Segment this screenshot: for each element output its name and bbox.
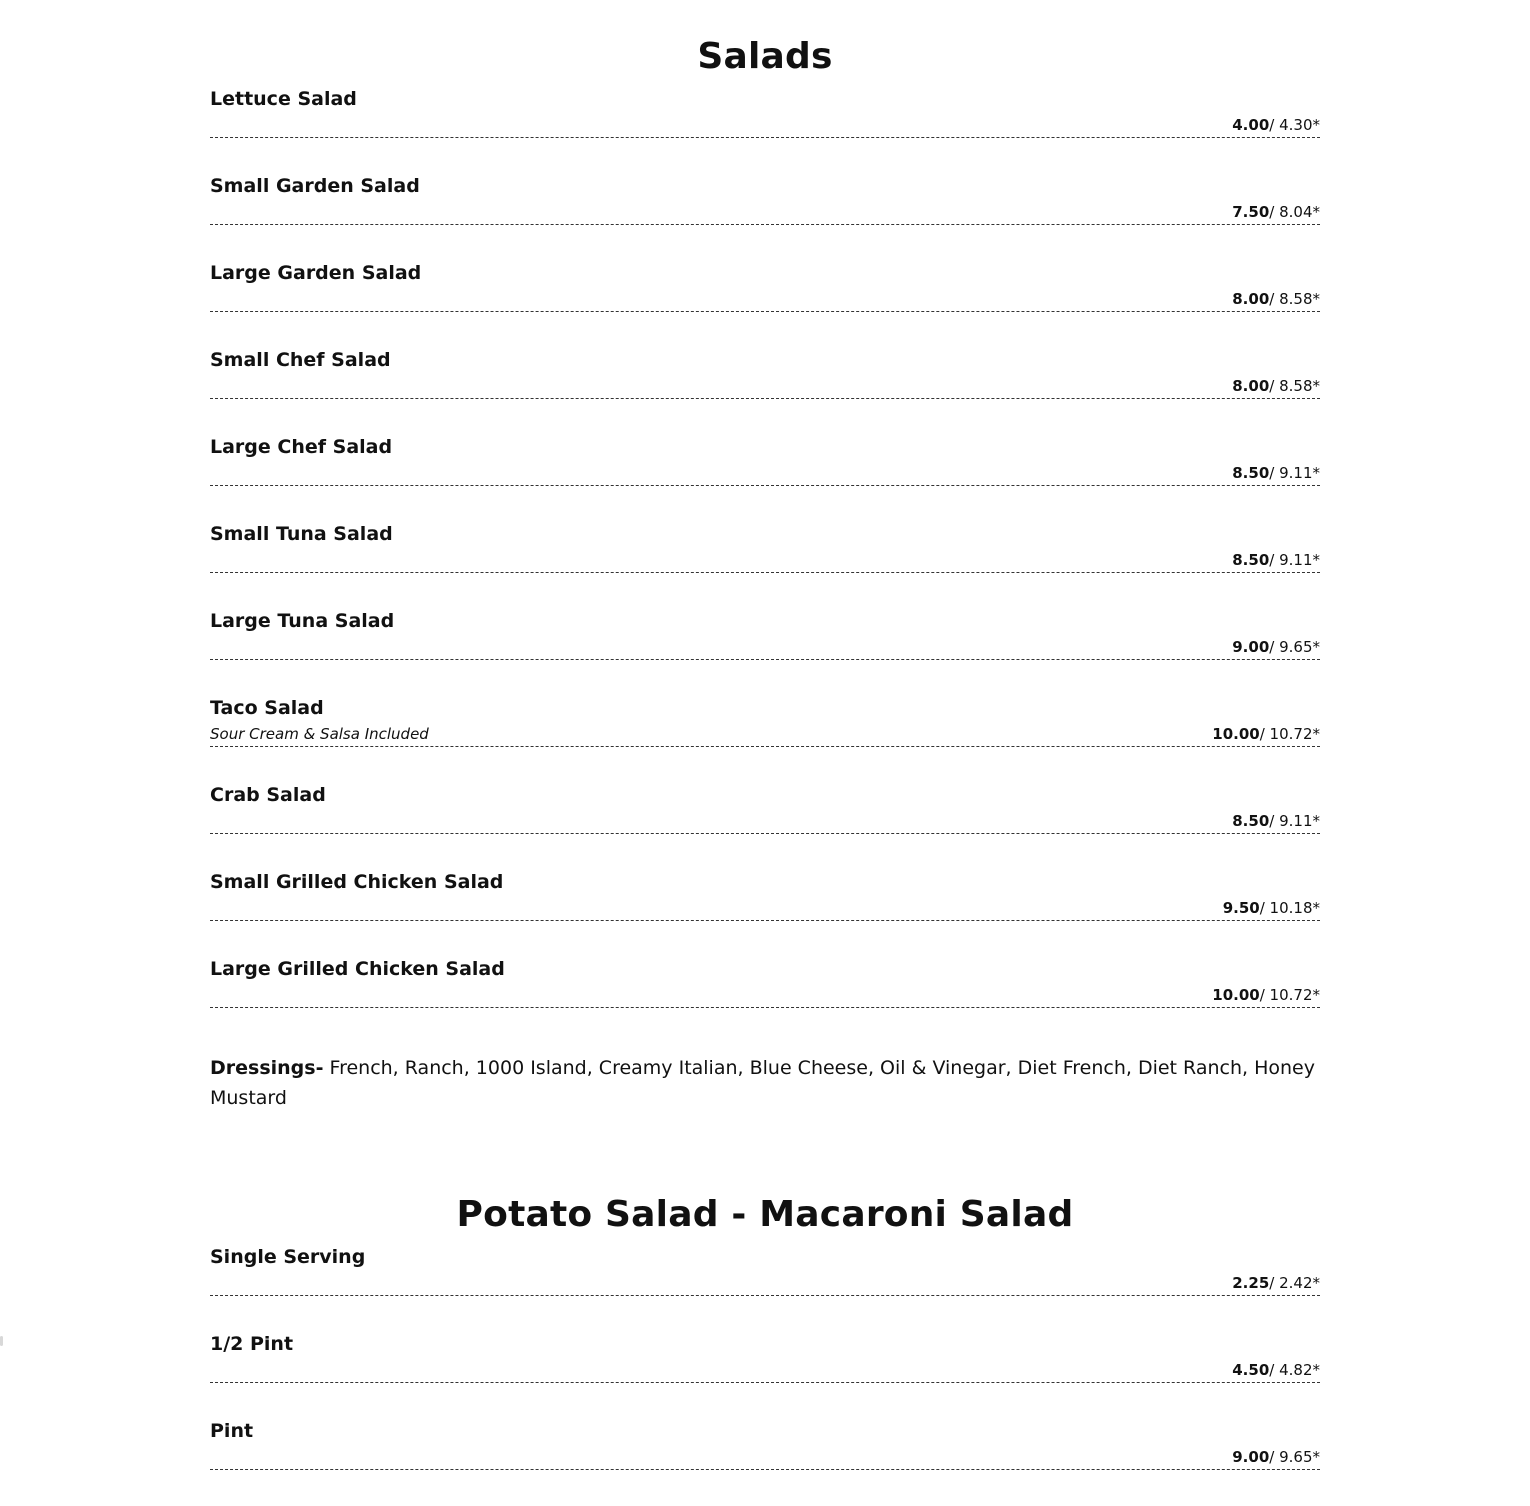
price-regular: 7.50 — [1232, 203, 1270, 221]
menu-item — [210, 696, 1320, 747]
dressings-list: French, Ranch, 1000 Island, Creamy Italian, Blue Cheese, Oil & Vinegar, Diet French, Diet Ranch, Honey Mustard — [210, 1057, 1315, 1109]
item-name: Small Grilled Chicken Salad — [210, 871, 504, 893]
item-price — [1232, 1273, 1320, 1293]
price-regular: 10.00 — [1212, 725, 1260, 743]
menu-item — [210, 870, 1320, 921]
item-price — [1232, 1447, 1320, 1467]
price-with-tax: / 9.11* — [1269, 551, 1320, 569]
item-name: Small Garden Salad — [210, 175, 420, 197]
item-price — [1232, 550, 1320, 570]
dressings-note — [210, 1044, 1320, 1193]
dressings-label: Dressings- — [210, 1057, 324, 1079]
item-name: Small Tuna Salad — [210, 523, 393, 545]
item-price — [1232, 637, 1320, 657]
item-price — [1232, 115, 1320, 135]
price-with-tax: / 9.65* — [1269, 1448, 1320, 1466]
price-with-tax: / 9.65* — [1269, 638, 1320, 656]
menu-item — [210, 1245, 1320, 1296]
price-with-tax: / 10.72* — [1259, 986, 1320, 1004]
item-name: Large Garden Salad — [210, 262, 422, 284]
item-name: Large Grilled Chicken Salad — [210, 958, 505, 980]
salads-list — [210, 87, 1320, 1008]
price-regular: 8.00 — [1232, 377, 1270, 395]
item-price — [1232, 289, 1320, 309]
price-regular: 9.50 — [1222, 899, 1260, 917]
price-with-tax: / 10.18* — [1259, 899, 1320, 917]
price-with-tax: / 4.30* — [1269, 116, 1320, 134]
price-with-tax: / 10.72* — [1259, 725, 1320, 743]
menu-item — [210, 609, 1320, 660]
item-name: Pint — [210, 1420, 254, 1442]
menu-item — [210, 1332, 1320, 1383]
item-price — [1232, 202, 1320, 222]
menu-item — [210, 87, 1320, 138]
menu-item — [210, 1419, 1320, 1470]
price-with-tax: / 9.11* — [1269, 464, 1320, 482]
price-with-tax: / 8.58* — [1269, 290, 1320, 308]
item-name: Small Chef Salad — [210, 349, 391, 371]
menu-item — [210, 957, 1320, 1008]
item-price — [1212, 724, 1320, 744]
item-price — [1223, 898, 1320, 918]
menu-item — [210, 261, 1320, 312]
section-title-potato-macaroni: Potato Salad - Macaroni Salad — [456, 1194, 1074, 1235]
item-name: Crab Salad — [210, 784, 326, 806]
price-with-tax: / 8.04* — [1269, 203, 1320, 221]
price-regular: 10.00 — [1212, 986, 1260, 1004]
menu-item — [210, 783, 1320, 834]
price-regular: 2.25 — [1232, 1274, 1270, 1292]
menu-item — [210, 522, 1320, 573]
menu-item — [210, 435, 1320, 486]
menu-item — [210, 348, 1320, 399]
menu-content — [210, 0, 1320, 1506]
item-price — [1232, 463, 1320, 483]
price-with-tax: / 8.58* — [1269, 377, 1320, 395]
item-name: Single Serving — [210, 1246, 366, 1268]
price-with-tax: / 4.82* — [1269, 1361, 1320, 1379]
price-regular: 9.00 — [1232, 1448, 1270, 1466]
item-name: Taco Salad — [210, 697, 324, 719]
price-regular: 8.00 — [1232, 290, 1270, 308]
price-with-tax: / 2.42* — [1269, 1274, 1320, 1292]
price-regular: 4.00 — [1232, 116, 1270, 134]
price-regular: 8.50 — [1232, 551, 1270, 569]
item-price — [1232, 1360, 1320, 1380]
item-price — [1232, 811, 1320, 831]
item-name: 1/2 Pint — [210, 1333, 294, 1355]
item-name: Lettuce Salad — [210, 88, 357, 110]
menu-item — [210, 174, 1320, 225]
price-regular: 8.50 — [1232, 464, 1270, 482]
price-regular: 4.50 — [1232, 1361, 1270, 1379]
item-price — [1232, 376, 1320, 396]
price-regular: 9.00 — [1232, 638, 1270, 656]
price-with-tax: / 9.11* — [1269, 812, 1320, 830]
item-name: Large Chef Salad — [210, 436, 393, 458]
scrollbar-edge[interactable] — [0, 1336, 3, 1346]
item-price — [1212, 985, 1320, 1005]
potato-macaroni-list — [210, 1245, 1320, 1470]
item-note: Sour Cream & Salsa Included — [210, 725, 429, 743]
item-name: Large Tuna Salad — [210, 610, 395, 632]
section-title-salads: Salads — [697, 36, 833, 77]
price-regular: 8.50 — [1232, 812, 1270, 830]
